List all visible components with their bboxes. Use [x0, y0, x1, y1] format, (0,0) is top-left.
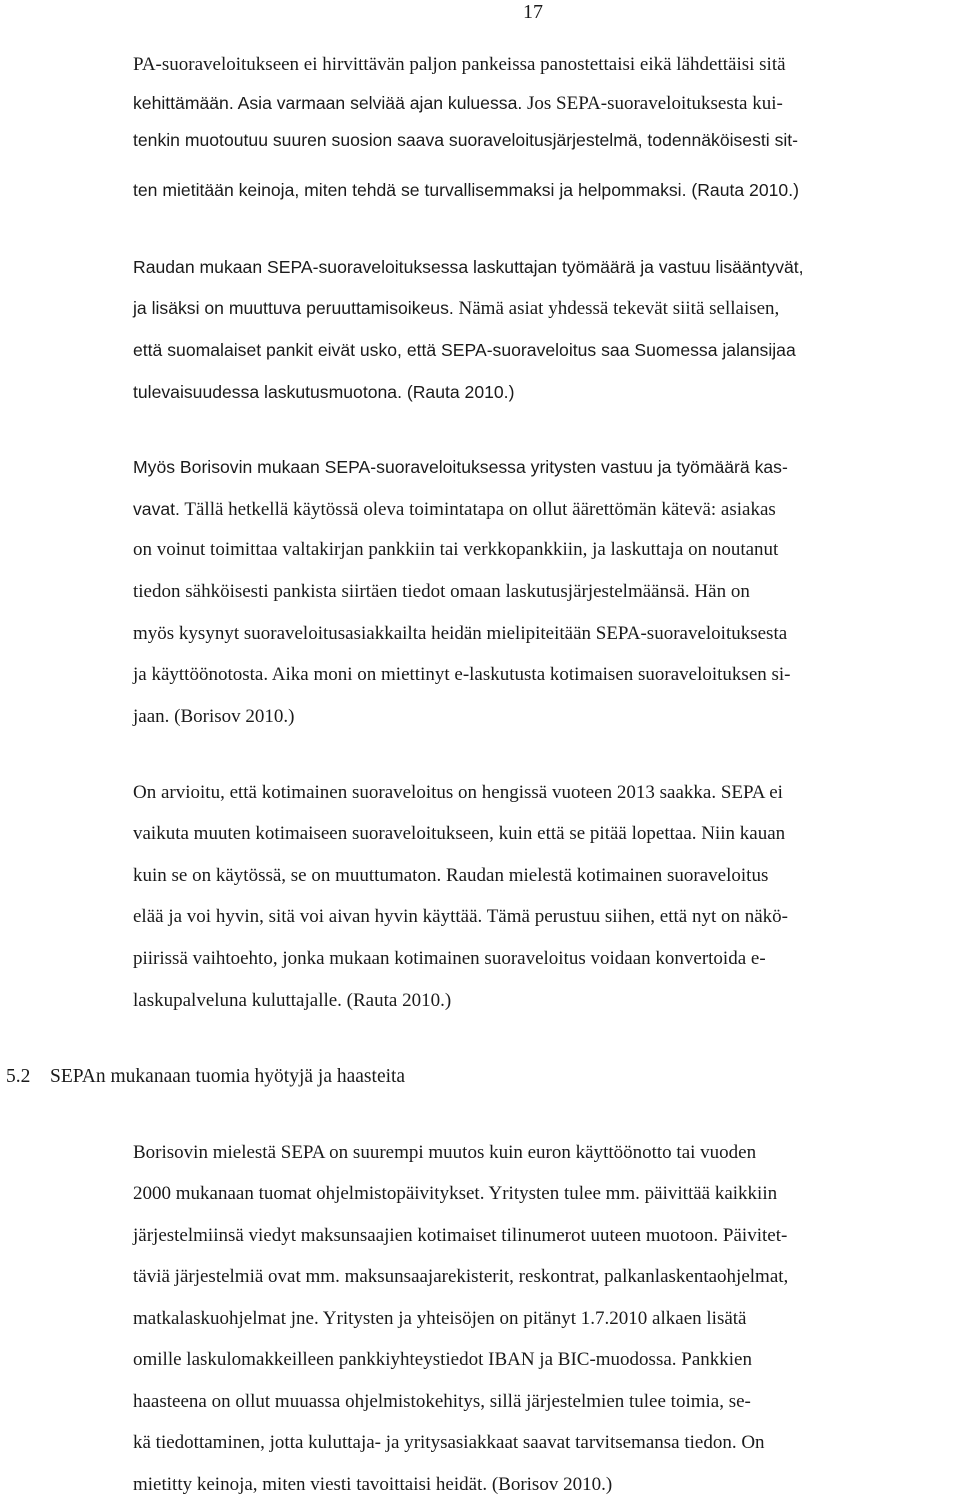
- text-segment: ja lisäksi on muuttuva peruuttamisoikeus.: [133, 298, 454, 318]
- text-line: haasteena on ollut muuassa ohjelmistokehitys, sillä järjestelmien tulee toimia, se-: [133, 1391, 751, 1412]
- text-line: 2000 mukanaan tuomat ohjelmistopäivitykset. Yritysten tulee mm. päivittää kaikkiin: [133, 1183, 778, 1204]
- text-line: täviä järjestelmiä ovat mm. maksunsaajarekisterit, reskontrat, palkanlaskentaohjelmat,: [133, 1266, 789, 1287]
- text-segment: Nämä asiat yhdessä tekevät siitä sellaisen,: [458, 298, 780, 319]
- text-line: että suomalaiset pankit eivät usko, että SEPA-suoraveloitus saa Suomessa jalansijaa: [133, 340, 796, 360]
- text-line: ten mietitään keinoja, miten tehdä se turvallisemmaksi ja helpommaksi. (Rauta 2010.): [133, 180, 799, 200]
- text-line: on voinut toimittaa valtakirjan pankkiin tai verkkopankkiin, ja laskuttaja on noutanut: [133, 539, 779, 560]
- text-line: tenkin muotoutuu suuren suosion saava suoraveloitusjärjestelmä, todennäköisesti sit-: [133, 130, 799, 150]
- text-line: matkalaskuohjelmat jne. Yritysten ja yhteisöjen on pitänyt 1.7.2010 alkaen lisätä: [133, 1308, 747, 1329]
- text-line: järjestelmiinsä viedyt maksunsaajien kotimaiset tilinumerot uuteen muotoon. Päivitet-: [133, 1225, 788, 1246]
- section-heading: [6, 1065, 405, 1089]
- text-line: jaan. (Borisov 2010.): [133, 706, 295, 727]
- text-line: tulevaisuudessa laskutusmuotona. (Rauta 2010.): [133, 382, 515, 402]
- text-line: myös kysynyt suoraveloitusasiakkailta heidän mielipiteitään SEPA-suoraveloituksesta: [133, 623, 788, 644]
- text-segment: vavat.: [133, 499, 180, 519]
- text-line: Borisovin mielestä SEPA on suurempi muutos kuin euron käyttöönotto tai vuoden: [133, 1142, 757, 1163]
- page-number: 17: [523, 1, 543, 23]
- text-line: [133, 497, 776, 522]
- text-line: [133, 91, 783, 116]
- text-line: laskupalveluna kuluttajalle. (Rauta 2010.): [133, 990, 452, 1011]
- text-line: mietitty keinoja, miten viesti tavoittaisi heidät. (Borisov 2010.): [133, 1474, 613, 1495]
- text-line: vaikuta muuten kotimaiseen suoraveloitukseen, kuin että se pitää lopettaa. Niin kauan: [133, 823, 786, 844]
- text-segment: kehittämään. Asia varmaan selviää ajan kuluessa.: [133, 93, 523, 113]
- section-number: 5.2: [6, 1066, 31, 1087]
- text-line: Myös Borisovin mukaan SEPA-suoraveloituksessa yritysten vastuu ja työmäärä kas-: [133, 457, 788, 477]
- text-segment: Tällä hetkellä käytössä oleva toimintatapa on ollut äärettömän kätevä: asiakas: [184, 499, 776, 520]
- text-line: kuin se on käytössä, se on muuttumaton. Raudan mielestä kotimainen suoraveloitus: [133, 865, 769, 886]
- text-line: elää ja voi hyvin, sitä voi aivan hyvin käyttää. Tämä perustuu siihen, että nyt on näkö-: [133, 906, 788, 927]
- text-line: tiedon sähköisesti pankista siirtäen tiedot omaan laskutusjärjestelmäänsä. Hän on: [133, 581, 750, 602]
- text-line: PA-suoraveloitukseen ei hirvittävän paljon pankeissa panostettaisi eikä lähdettäisi sitä: [133, 54, 786, 75]
- text-line: [133, 296, 779, 321]
- text-line: On arvioitu, että kotimainen suoraveloitus on hengissä vuoteen 2013 saakka. SEPA ei: [133, 782, 783, 803]
- text-line: ja käyttöönotosta. Aika moni on miettinyt e-laskutusta kotimaisen suoraveloituksen si-: [133, 664, 791, 685]
- text-line: piirissä vaihtoehto, jonka mukaan kotimainen suoraveloitus voidaan konvertoida e-: [133, 948, 766, 969]
- text-line: kä tiedottaminen, jotta kuluttaja- ja yritysasiakkaat saavat tarvitsemansa tiedon. On: [133, 1432, 765, 1453]
- text-line: omille laskulomakkeilleen pankkiyhteystiedot IBAN ja BIC-muodossa. Pankkien: [133, 1349, 752, 1370]
- text-line: Raudan mukaan SEPA-suoraveloituksessa laskuttajan työmäärä ja vastuu lisääntyvät,: [133, 257, 804, 277]
- text-segment: Jos SEPA-suoraveloituksesta kui-: [527, 93, 783, 114]
- section-title: SEPAn mukanaan tuomia hyötyjä ja haasteita: [50, 1066, 406, 1087]
